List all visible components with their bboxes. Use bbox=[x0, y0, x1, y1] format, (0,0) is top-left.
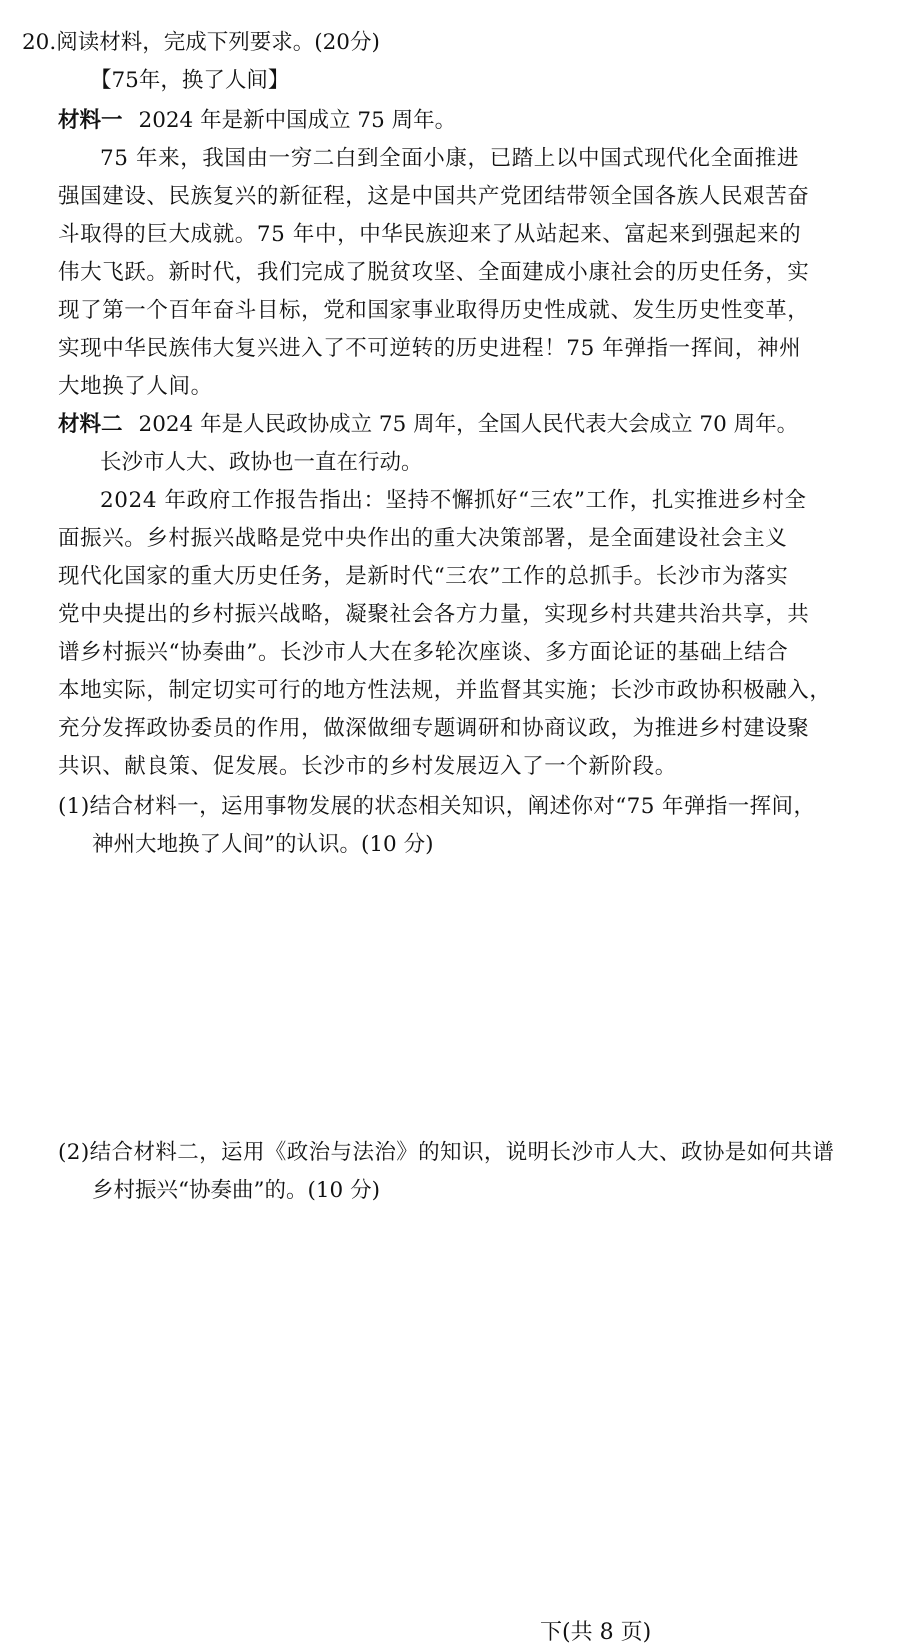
page-footer: 下(共 8 页) bbox=[540, 1620, 652, 1645]
material1-intro-line bbox=[58, 106, 456, 136]
sub-question-1-line1: (1)结合材料一，运用事物发展的状态相关知识，阐述你对“75 年弹指一挥间， bbox=[58, 794, 816, 819]
sub-question-2-line1: (2)结合材料二，运用《政治与法治》的知识，说明长沙市人大、政协是如何共谱 bbox=[58, 1140, 835, 1165]
material2-line: 现代化国家的重大历史任务，是新时代“三农”工作的总抓手。长沙市为落实 bbox=[58, 564, 789, 589]
material2-line: 面振兴。乡村振兴战略是党中央作出的重大决策部署，是全面建设社会主义 bbox=[58, 526, 788, 551]
material2-sub-intro: 长沙市人大、政协也一直在行动。 bbox=[100, 450, 423, 475]
question-theme: 【75年，换了人间】 bbox=[90, 68, 290, 93]
material2-line: 本地实际，制定切实可行的地方性法规，并监督其实施；长沙市政协积极融入， bbox=[58, 678, 832, 703]
material1-line: 实现中华民族伟大复兴进入了不可逆转的历史进程！75 年弹指一挥间，神州 bbox=[58, 336, 802, 361]
material1-line: 现了第一个百年奋斗目标，党和国家事业取得历史性成就、发生历史性变革， bbox=[58, 298, 810, 323]
material1-line: 75 年来，我国由一穷二白到全面小康，已踏上以中国式现代化全面推进 bbox=[100, 146, 799, 171]
material2-line: 党中央提出的乡村振兴战略，凝聚社会各方力量，实现乡村共建共治共享，共 bbox=[58, 602, 810, 627]
material1-line: 伟大飞跃。新时代，我们完成了脱贫攻坚、全面建成小康社会的历史任务，实 bbox=[58, 260, 810, 285]
material2-line: 共识、献良策、促发展。长沙市的乡村发展迈入了一个新阶段。 bbox=[58, 754, 677, 779]
answer-area-1[interactable] bbox=[60, 870, 850, 1120]
question-title: 20.阅读材料，完成下列要求。(20分) bbox=[22, 30, 380, 55]
material2-label: 材料二 bbox=[58, 412, 123, 437]
material1-intro: 2024 年是新中国成立 75 周年。 bbox=[138, 108, 457, 133]
answer-area-2[interactable] bbox=[60, 1216, 850, 1606]
material1-label: 材料一 bbox=[58, 108, 123, 133]
material2-intro-line bbox=[58, 410, 798, 440]
material1-line: 强国建设、民族复兴的新征程，这是中国共产党团结带领全国各族人民艰苦奋 bbox=[58, 184, 810, 209]
material2-line: 谱乡村振兴“协奏曲”。长沙市人大在多轮次座谈、多方面论证的基础上结合 bbox=[58, 640, 789, 665]
material2-line: 2024 年政府工作报告指出：坚持不懈抓好“三农”工作，扎实推进乡村全 bbox=[100, 488, 807, 513]
sub-question-2-line2: 乡村振兴“协奏曲”的。(10 分) bbox=[92, 1178, 380, 1203]
material2-intro: 2024 年是人民政协成立 75 周年，全国人民代表大会成立 70 周年。 bbox=[138, 412, 799, 437]
material1-line: 大地换了人间。 bbox=[58, 374, 213, 399]
material1-line: 斗取得的巨大成就。75 年中，中华民族迎来了从站起来、富起来到强起来的 bbox=[58, 222, 802, 247]
material2-line: 充分发挥政协委员的作用，做深做细专题调研和协商议政，为推进乡村建设聚 bbox=[58, 716, 810, 741]
sub-question-1-line2: 神州大地换了人间”的认识。(10 分) bbox=[92, 832, 434, 857]
